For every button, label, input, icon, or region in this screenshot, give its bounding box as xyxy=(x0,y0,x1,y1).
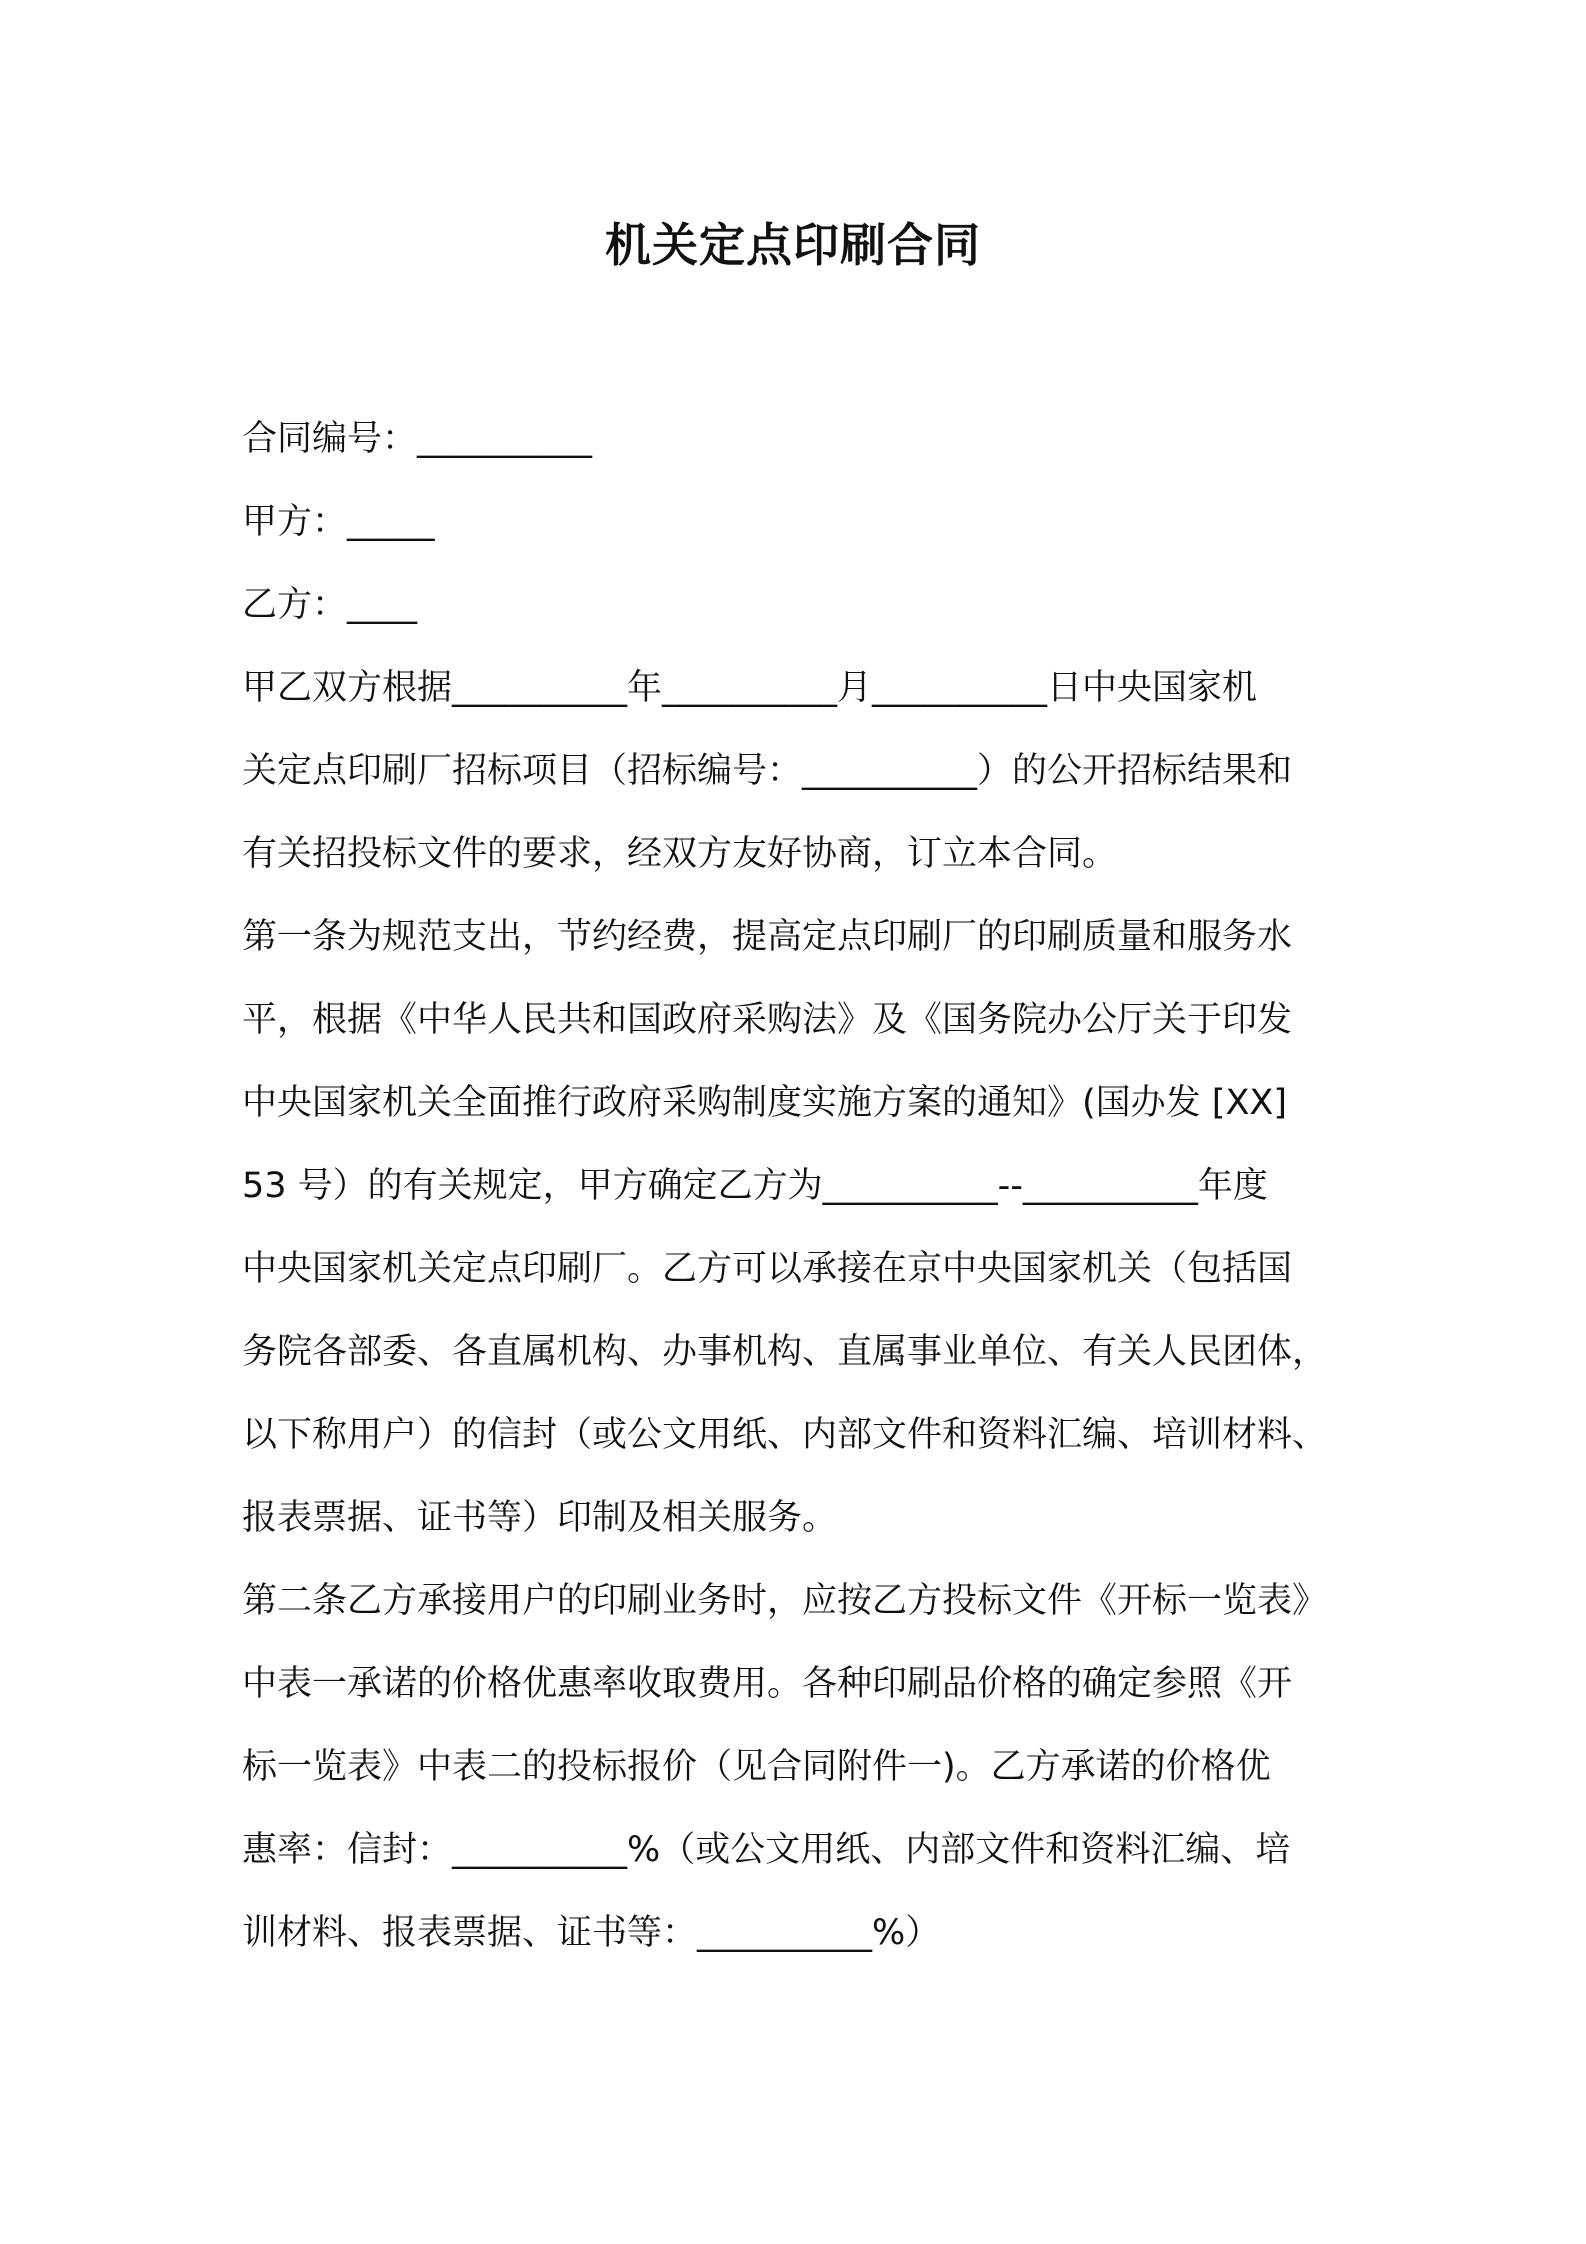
party-a-line: 甲方：_____ xyxy=(242,502,435,542)
article-two-line: 惠率：信封：__________%（或公文用纸、内部文件和资料汇编、培 xyxy=(242,1830,1291,1870)
article-one-line: 务院各部委、各直属机构、办事机构、直属事业单位、有关人民团体， xyxy=(242,1332,1328,1372)
article-two-line: 标一览表》中表二的投标报价（见合同附件一)。乙方承诺的价格优 xyxy=(242,1747,1271,1787)
document-title: 机关定点印刷合同 xyxy=(605,218,981,272)
article-one-line: 53 号）的有关规定，甲方确定乙方为__________--__________年度 xyxy=(242,1166,1268,1206)
article-one-line: 中央国家机关定点印刷厂。乙方可以承接在京中央国家机关（包括国 xyxy=(242,1249,1293,1289)
article-two-line: 训材料、报表票据、证书等：__________%） xyxy=(242,1913,941,1953)
document-body xyxy=(242,398,1352,1975)
article-one-line: 第一条为规范支出，节约经费，提高定点印刷厂的印刷质量和服务水 xyxy=(242,917,1293,957)
paragraph-line: 甲乙双方根据__________年__________月__________日中央国家机 xyxy=(242,668,1258,708)
article-one-line: 中央国家机关全面推行政府采购制度实施方案的通知》(国办发 [XX] xyxy=(242,1083,1288,1123)
article-one-line: 以下称用户）的信封（或公文用纸、内部文件和资料汇编、培训材料、 xyxy=(242,1415,1328,1455)
article-one-line: 平，根据《中华人民共和国政府采购法》及《国务院办公厅关于印发 xyxy=(242,1000,1293,1040)
contract-number-line: 合同编号：__________ xyxy=(242,419,593,459)
article-two-line: 第二条乙方承接用户的印刷业务时，应按乙方投标文件《开标一览表》 xyxy=(242,1581,1328,1621)
article-two-line: 中表一承诺的价格优惠率收取费用。各种印刷品价格的确定参照《开 xyxy=(242,1664,1293,1704)
paragraph-line: 有关招投标文件的要求，经双方友好协商，订立本合同。 xyxy=(242,834,1118,874)
article-one-line: 报表票据、证书等）印制及相关服务。 xyxy=(242,1498,838,1538)
paragraph-line: 关定点印刷厂招标项目（招标编号：__________）的公开招标结果和 xyxy=(242,751,1293,791)
party-b-line: 乙方：____ xyxy=(242,585,418,625)
